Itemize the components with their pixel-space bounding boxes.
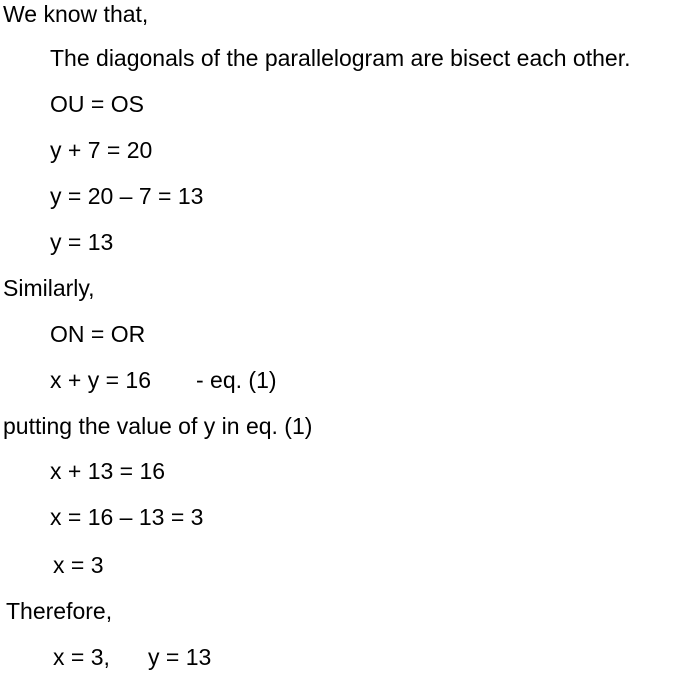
equation-x-plus-13: x + 13 = 16 [50, 458, 166, 484]
equation-x-plus-y: x + y = 16 [50, 367, 152, 393]
final-answer-x: x = 3, [53, 644, 110, 670]
equation-x-solve: x = 16 – 13 = 3 [50, 504, 204, 530]
final-answer-y: y = 13 [148, 644, 212, 670]
equation-label-1: - eq. (1) [196, 367, 277, 393]
equation-x-result: x = 3 [53, 552, 104, 578]
similarly-text: Similarly, [3, 275, 95, 301]
intro-text: We know that, [3, 1, 149, 27]
equation-y-solve: y = 20 – 7 = 13 [50, 183, 204, 209]
property-statement: The diagonals of the parallelogram are bisect each other. [50, 45, 631, 71]
equation-y-plus-7: y + 7 = 20 [50, 137, 153, 163]
therefore-text: Therefore, [6, 598, 113, 624]
equation-on-or: ON = OR [50, 321, 146, 347]
equation-y-result: y = 13 [50, 229, 114, 255]
equation-ou-os: OU = OS [50, 91, 144, 117]
substitution-text: putting the value of y in eq. (1) [3, 413, 313, 439]
